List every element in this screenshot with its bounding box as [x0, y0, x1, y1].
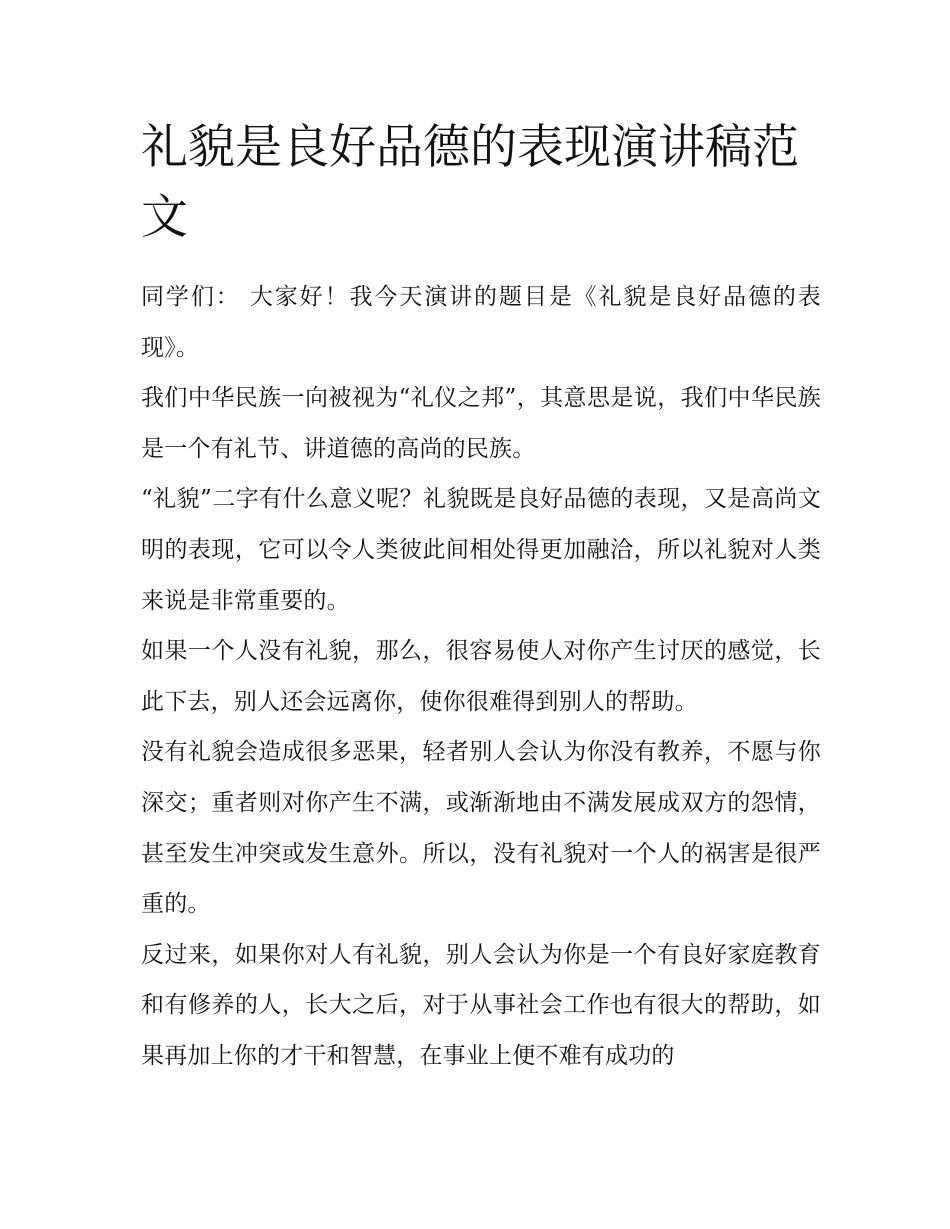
- paragraph-etiquette-nation: 我们中华民族一向被视为“礼仪之邦”，其意思是说，我们中华民族是一个有礼节、讲道德的高尚的民族。: [141, 385, 821, 462]
- paragraph-consequences: 没有礼貌会造成很多恶果，轻者别人会认为你没有教养，不愿与你深交；重者则对你产生不满，或渐渐地由不满发展成双方的怨情，甚至发生冲突或发生意外。所以，没有礼貌对一个人的祸害是很严重的。: [141, 739, 821, 918]
- document-content: [141, 113, 821, 1082]
- paragraph-greeting: 同学们： 大家好！我今天演讲的题目是《礼貌是良好品德的表现》。: [141, 284, 821, 361]
- document-title: 礼貌是良好品德的表现演讲稿范文: [141, 120, 799, 245]
- paragraph-meaning-of-courtesy: “礼貌”二字有什么意义呢？礼貌既是良好品德的表现，又是高尚文明的表现，它可以令人类彼此间相处得更加融洽，所以礼貌对人类来说是非常重要的。: [141, 486, 821, 614]
- paragraph-without-courtesy: 如果一个人没有礼貌，那么，很容易使人对你产生讨厌的感觉，长此下去，别人还会远离你，使你很难得到别人的帮助。: [141, 638, 821, 715]
- document-body: [141, 272, 821, 1082]
- paragraph-benefits: 反过来，如果你对人有礼貌，别人会认为你是一个有良好家庭教育和有修养的人，长大之后，对于从事社会工作也有很大的帮助，如果再加上你的才干和智慧，在事业上便不难有成功的: [141, 941, 821, 1069]
